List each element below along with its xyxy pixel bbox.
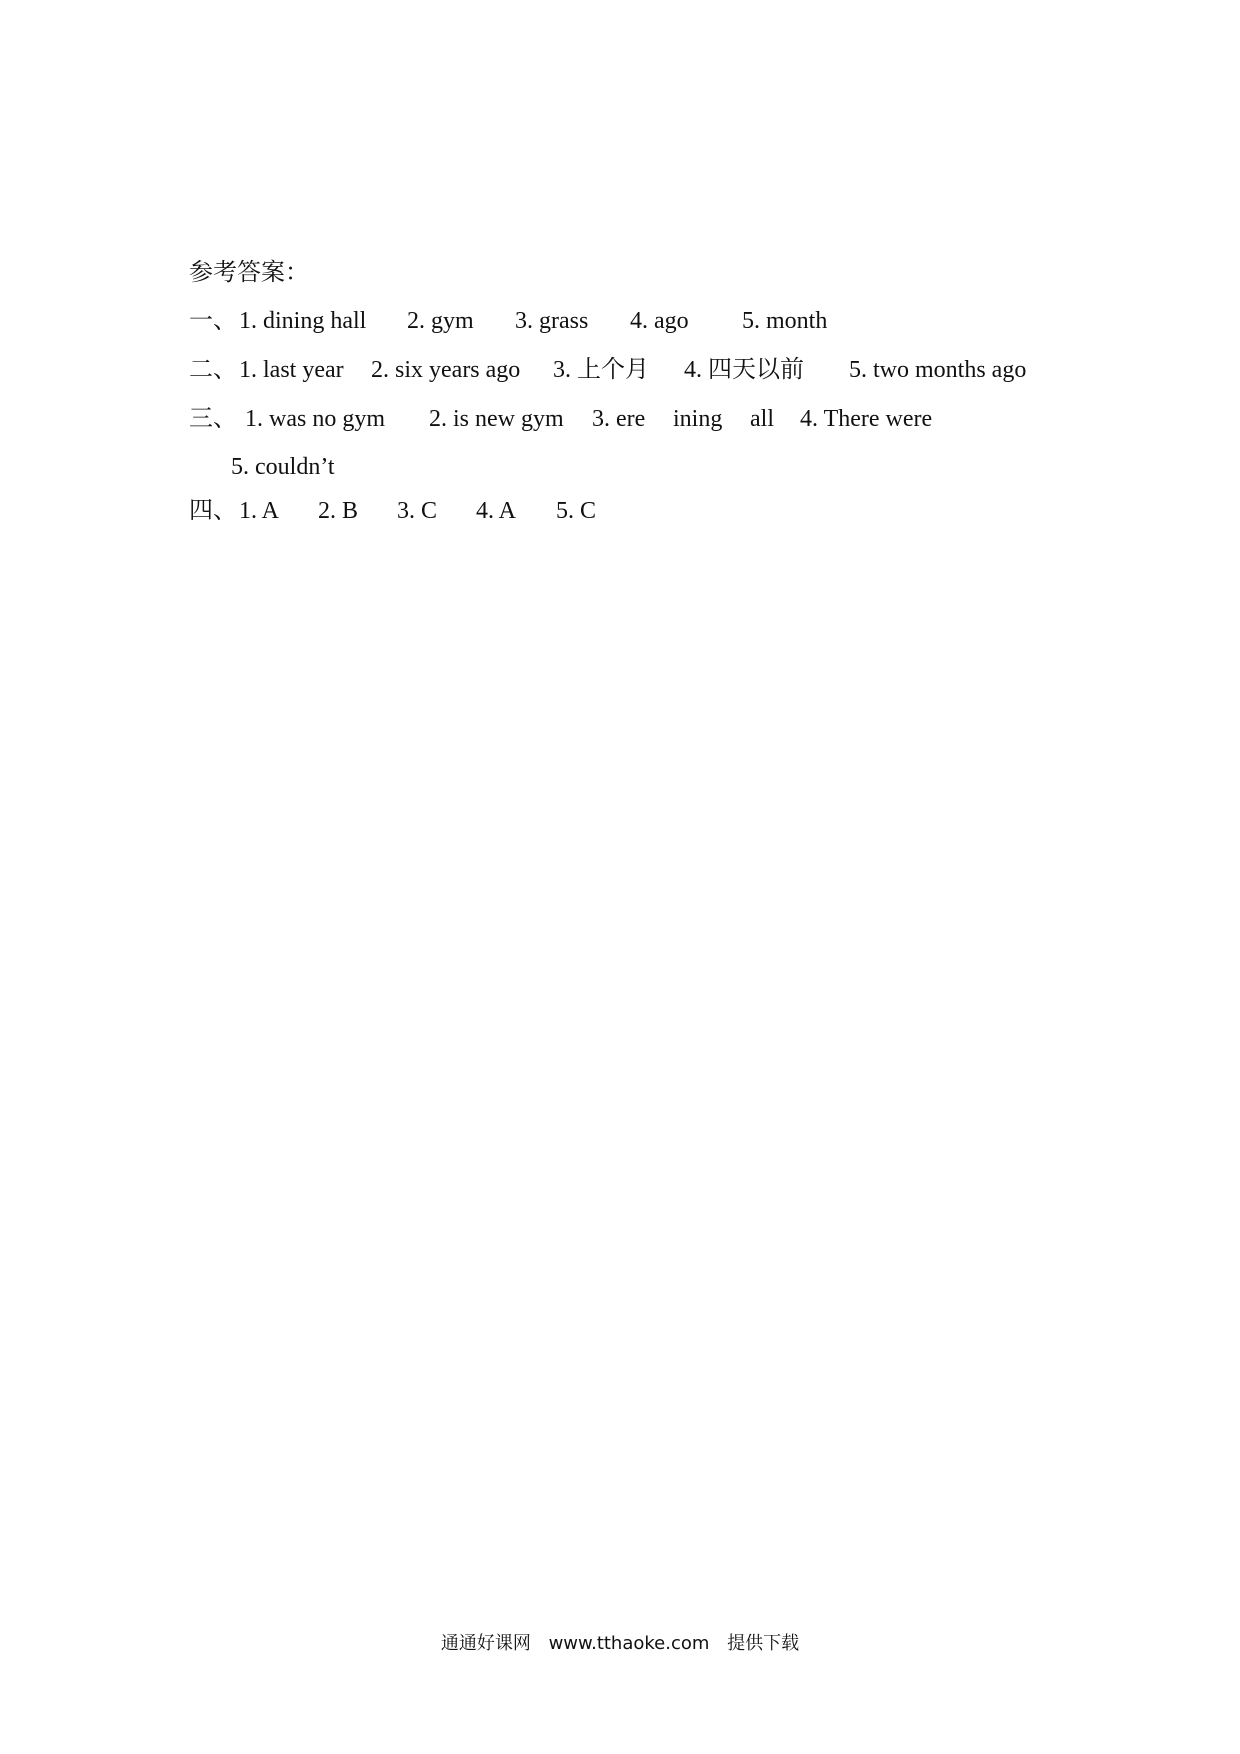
section-marker: 四、 — [189, 498, 237, 524]
answer-item: 4. ago — [630, 308, 689, 334]
answer-item: 1. last year — [239, 357, 344, 383]
answer-item: 1. dining hall — [239, 308, 367, 334]
answer-item: 3. C — [397, 498, 438, 524]
answer-item: 5. couldn’t — [231, 454, 335, 480]
answer-item: 5. month — [742, 308, 828, 334]
section-marker: 一、 — [189, 308, 237, 334]
section-marker: 二、 — [189, 357, 237, 383]
footer-site-name: 通通好课网 — [440, 1633, 531, 1654]
answer-item: 4. A — [476, 498, 517, 524]
footer-url: www.tthaoke.com — [548, 1633, 710, 1654]
answer-item: 1. was no gym — [245, 406, 385, 432]
footer-note: 提供下载 — [727, 1633, 800, 1654]
answer-item: 3. ere — [592, 406, 646, 432]
answer-item: all — [750, 406, 774, 432]
answer-item: 1. A — [239, 498, 280, 524]
answer-item: 5. C — [556, 498, 597, 524]
answer-item: 3. grass — [515, 308, 589, 334]
answer-item: ining — [673, 406, 723, 432]
answer-item: 2. six years ago — [371, 357, 521, 383]
answer-item: 4. There were — [800, 406, 933, 432]
answer-item: 3. 上个月 — [553, 357, 649, 383]
answer-item: 2. gym — [407, 308, 474, 334]
answer-key-heading: 参考答案： — [189, 260, 309, 286]
answer-item: 4. 四天以前 — [684, 357, 804, 383]
page-footer — [0, 1632, 1240, 1656]
answer-item: 2. is new gym — [429, 406, 564, 432]
section-marker: 三、 — [189, 406, 237, 432]
answer-item: 2. B — [318, 498, 359, 524]
answer-item: 5. two months ago — [849, 357, 1027, 383]
